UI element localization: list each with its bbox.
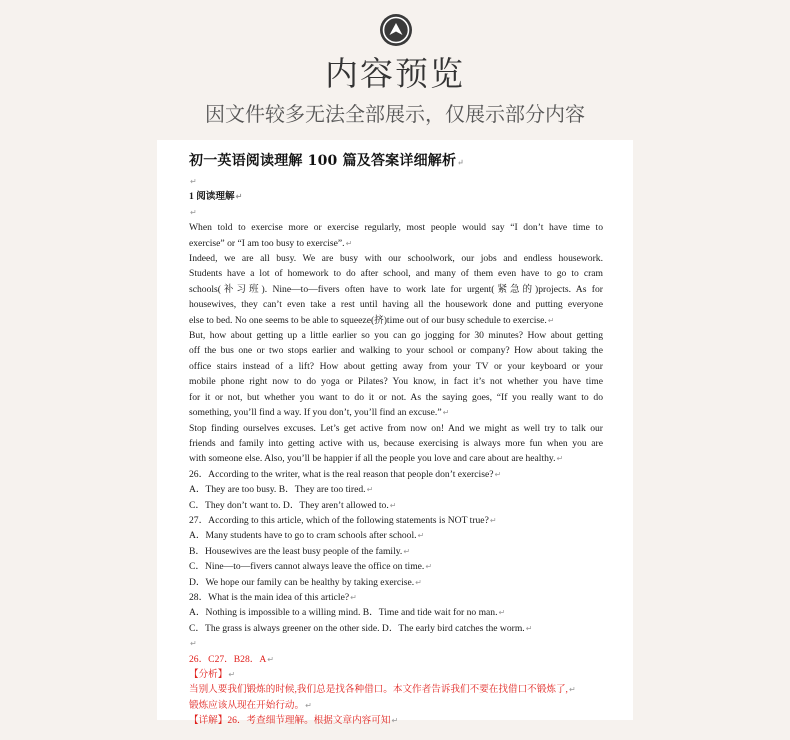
- document-line: [189, 328, 603, 343]
- paragraph-mark-icon: ↵: [525, 623, 533, 633]
- document-line: [189, 405, 603, 420]
- document-line-text: But, how about getting up a little earlier so you can go jogging for 30 minutes? How about getting: [189, 330, 603, 342]
- document-lines: [189, 174, 603, 729]
- paragraph-mark-icon: ↵: [547, 315, 555, 325]
- document-line: [189, 220, 603, 235]
- page-subtitle: 因文件较多无法全部展示，仅展示部分内容: [205, 102, 585, 126]
- document-line: [189, 205, 603, 220]
- document-line-text: 26．C27．B28．A: [189, 653, 267, 665]
- paragraph-mark-icon: ↵: [457, 157, 465, 167]
- paragraph-mark-icon: ↵: [350, 592, 357, 602]
- document-line: [189, 544, 603, 559]
- document-line-text: 当别人要我们锻炼的时候,我们总是找各种借口。本文作者告诉我们不要在找借口不锻炼了,: [189, 684, 568, 696]
- paragraph-mark-icon: ↵: [366, 485, 374, 495]
- page-title: 内容预览: [325, 54, 465, 93]
- document-line-text: else to bed. No one seems to be able to squeeze(挤)time out of our busy schedule to exercise.: [189, 314, 547, 326]
- paragraph-mark-icon: ↵: [425, 562, 433, 572]
- document-line: [189, 189, 603, 204]
- document-line-text: A．Nothing is impossible to a willing mind. B．Time and tide wait for no man.: [189, 607, 498, 619]
- document-line: [189, 390, 603, 405]
- document-line: [189, 297, 603, 312]
- paragraph-mark-icon: ↵: [415, 577, 422, 587]
- document-line: [189, 282, 603, 297]
- document-line-text: 【分析】: [189, 669, 228, 680]
- document-line-text: Students have a lot of homework to do after school, and many of them even have to go to cram: [189, 268, 603, 280]
- document-line: [189, 590, 603, 605]
- document-line-text: B．Housewives are the least busy people of the family.: [189, 545, 403, 557]
- document-preview: [157, 140, 633, 727]
- document-line: [189, 174, 603, 189]
- paragraph-mark-icon: ↵: [568, 685, 576, 695]
- document-line: [189, 343, 603, 358]
- document-line-text: with someone else. Also, you’ll be happier if all the people you love and care about are healthy.: [189, 453, 556, 465]
- document-line: [189, 236, 603, 251]
- document-line: [189, 467, 603, 482]
- document-line-text: Indeed, we are all busy. We are busy with our schoolwork, our jobs and endless housework.: [189, 253, 603, 265]
- document-line: [189, 266, 603, 281]
- document-line: [189, 421, 603, 436]
- paragraph-mark-icon: ↵: [391, 716, 399, 726]
- document-title-text: 初一英语阅读理解 100 篇及答案详细解析: [189, 153, 457, 169]
- document-line-text: exercise” or “I am too busy to exercise”.: [189, 237, 345, 249]
- document-line-text: office stairs instead of a lift? How about getting away from your TV or your keyboard or your: [189, 360, 603, 372]
- document-line: [189, 698, 603, 713]
- document-line-text: 28．What is the main idea of this article?: [189, 591, 350, 603]
- document-line-text: C．Nine—to—fivers cannot always leave the office on time.: [189, 561, 425, 573]
- document-line-text: A．They are too busy. B．They are too tired.: [189, 484, 366, 496]
- document-title: [189, 150, 603, 170]
- document-line: [189, 575, 603, 590]
- document-line-text: 【详解】26．考查细节理解。根据文章内容可知: [189, 715, 391, 727]
- document-line: [189, 498, 603, 513]
- paragraph-mark-icon: ↵: [190, 207, 197, 217]
- document-body: [189, 150, 603, 729]
- document-line: [189, 451, 603, 466]
- paragraph-mark-icon: ↵: [417, 531, 425, 541]
- paragraph-mark-icon: ↵: [235, 192, 243, 202]
- paragraph-mark-icon: ↵: [489, 515, 497, 525]
- document-line: [189, 559, 603, 574]
- document-line-text: 锻炼应该从现在开始行动。: [189, 699, 305, 711]
- document-line: [189, 636, 603, 651]
- document-line-text: for it or not, but whether you want to do it or not. As the saying goes, “If you really want to do: [189, 391, 603, 403]
- document-line-text: mobile phone right now to do yoga or Pilates? You know, in fact it’s not whether you have time: [189, 376, 603, 388]
- paragraph-mark-icon: ↵: [228, 670, 236, 679]
- document-line-text: C．The grass is always greener on the other side. D．The early bird catches the worm.: [189, 622, 525, 634]
- document-line: [189, 482, 603, 497]
- document-line: [189, 528, 603, 543]
- document-line-text: A．Many students have to go to cram schools after school.: [189, 530, 417, 542]
- document-line-text: 1 阅读理解: [189, 191, 235, 203]
- document-line: [189, 605, 603, 620]
- paragraph-mark-icon: ↵: [556, 454, 564, 464]
- paragraph-mark-icon: ↵: [267, 654, 274, 664]
- document-line: [189, 667, 603, 682]
- document-line-text: housewives, they can’t even take a rest until having all the housework done and putting everyone: [189, 299, 603, 311]
- document-line: [189, 652, 603, 667]
- paragraph-mark-icon: ↵: [403, 546, 411, 556]
- document-line: [189, 374, 603, 389]
- paragraph-mark-icon: ↵: [190, 639, 197, 649]
- document-line: [189, 513, 603, 528]
- document-line: [189, 251, 603, 266]
- document-line-text: friends and family into getting active with us, because exercising is always more fun when you are: [189, 437, 603, 449]
- chevron-up-circle-icon: [380, 14, 412, 46]
- paragraph-mark-icon: ↵: [389, 500, 397, 510]
- paragraph-mark-icon: ↵: [345, 238, 353, 248]
- document-line-text: Stop finding ourselves excuses. Let’s get active from now on! And we might as well try to talk our: [189, 422, 603, 434]
- document-line: [189, 359, 603, 374]
- document-line-text: off the bus one or two stops earlier and walking to your school or company? How about taking the: [189, 345, 603, 357]
- paragraph-mark-icon: ↵: [190, 177, 197, 186]
- document-line-text: C．They don’t want to. D．They aren’t allowed to.: [189, 499, 389, 511]
- document-line-text: something, you’ll find a way. If you don’t, you’ll find an excuse.”: [189, 407, 442, 419]
- document-line-text: D．We hope our family can be healthy by taking exercise.: [189, 576, 415, 588]
- paragraph-mark-icon: ↵: [305, 700, 312, 710]
- paragraph-mark-icon: ↵: [494, 469, 502, 479]
- document-line-text: 27．According to this article, which of the following statements is NOT true?: [189, 514, 489, 526]
- document-line: [189, 713, 603, 728]
- document-line-text: When told to exercise more or exercise regularly, most people would say “I don’t have time to: [189, 222, 603, 234]
- document-line: [189, 313, 603, 328]
- paragraph-mark-icon: ↵: [498, 608, 506, 618]
- paragraph-mark-icon: ↵: [442, 408, 450, 418]
- document-line: [189, 436, 603, 451]
- document-line-text: 26．According to the writer, what is the real reason that people don’t exercise?: [189, 468, 494, 480]
- document-line: [189, 621, 603, 636]
- document-line-text: schools(补习班). Nine—to—fivers often have to work late for urgent(紧急的)projects. As for: [189, 283, 603, 295]
- document-line: [189, 682, 603, 697]
